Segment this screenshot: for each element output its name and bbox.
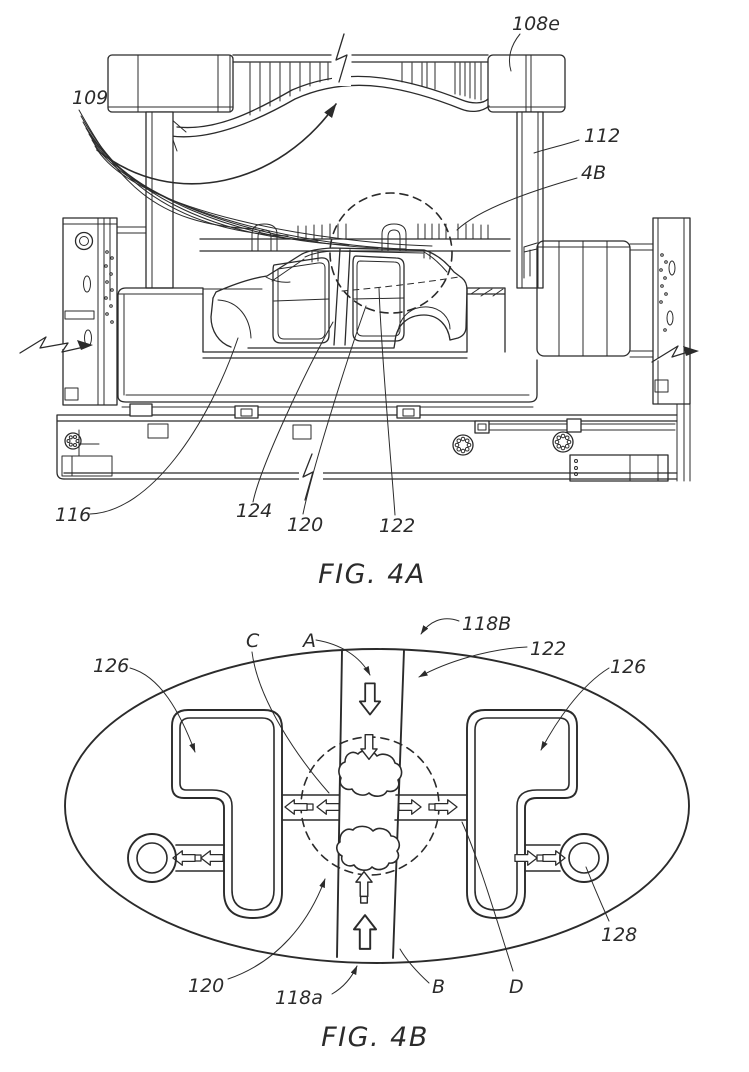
- label-109: 109: [72, 87, 109, 109]
- detail-circle-4b: [330, 193, 452, 313]
- right-duct-126: [467, 710, 577, 918]
- label-118B: 118B: [462, 613, 512, 635]
- left-nozzle-circle: [128, 834, 176, 882]
- break-arrow-right-icon: [652, 346, 699, 362]
- label-108e: 108e: [512, 13, 560, 35]
- label-D: D: [509, 976, 524, 998]
- airflow-arrow-icon: [97, 104, 336, 184]
- right-nozzle-circle-128: [560, 834, 608, 882]
- label-120: 120: [188, 975, 225, 997]
- label-C: C: [246, 630, 260, 652]
- fig-4b-drawing: [0, 600, 749, 1072]
- label-122: 122: [379, 515, 416, 537]
- label-120: 120: [287, 514, 324, 536]
- gear-detail-icon: [553, 432, 573, 452]
- label-126-left: 126: [93, 655, 130, 677]
- label-118a: 118a: [275, 987, 323, 1009]
- right-rail: [652, 218, 699, 481]
- label-4b: 4B: [581, 162, 607, 184]
- label-122: 122: [530, 638, 567, 660]
- car-body: [211, 248, 467, 348]
- fig-4b-caption: FIG. 4B: [321, 1022, 429, 1053]
- oven-plan-ellipse: [65, 649, 689, 963]
- left-rail: [20, 218, 117, 405]
- gear-detail-icon: [453, 435, 473, 455]
- label-126-right: 126: [610, 656, 647, 678]
- label-116: 116: [55, 504, 92, 526]
- top-beam: [108, 34, 565, 151]
- rivet-dots: [105, 251, 114, 324]
- fig-4a-caption: FIG. 4A: [318, 559, 426, 590]
- label-124: 124: [236, 500, 273, 522]
- support-columns: [146, 112, 543, 288]
- rivet-dots: [660, 254, 668, 332]
- break-arrow-left-icon: [20, 337, 93, 353]
- label-B: B: [432, 976, 446, 998]
- break-symbol-bottom: [299, 454, 323, 500]
- label-128: 128: [601, 924, 638, 946]
- air-plume-clouds: [337, 751, 402, 870]
- label-112: 112: [584, 125, 621, 147]
- left-duct-126: [172, 710, 282, 918]
- label-A: A: [303, 630, 316, 652]
